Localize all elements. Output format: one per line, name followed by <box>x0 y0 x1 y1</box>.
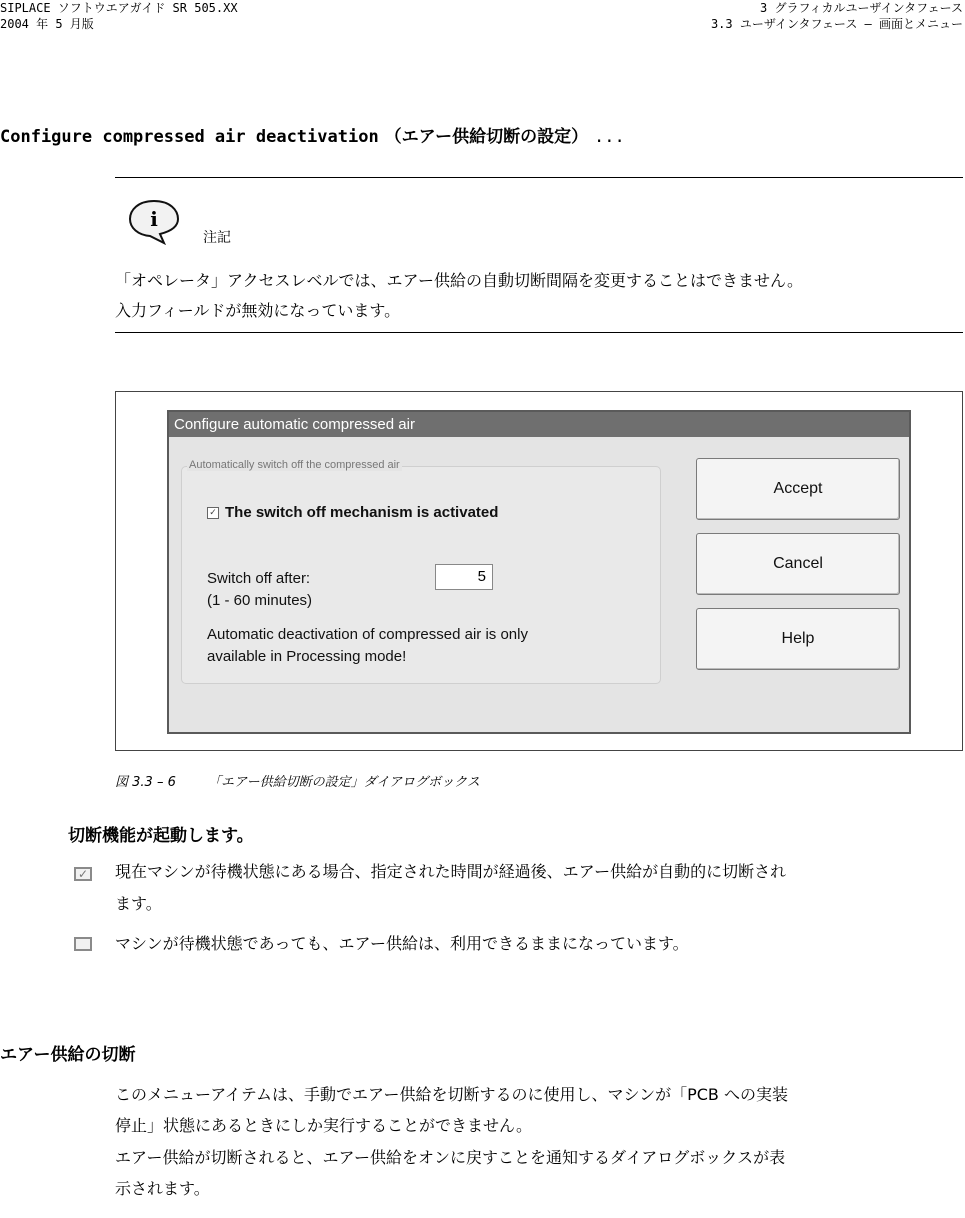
figure-caption-text: 「エアー供給切断の設定」ダイアログボックス <box>207 775 480 790</box>
section-heading-function: 切断機能が起動します。 <box>68 826 254 846</box>
cutoff-line-2: 停止」状態にあるときにしか実行することができません。 <box>115 1116 532 1135</box>
heading-english: Configure compressed air deactivation <box>0 127 379 147</box>
figure-number: 図 3.3 – 6 <box>115 775 176 790</box>
checkbox-label: The switch off mechanism is activated <box>225 504 499 521</box>
switch-off-checkbox[interactable]: ✓ <box>207 507 219 519</box>
info-line-2: available in Processing mode! <box>207 648 407 665</box>
section-heading-configure <box>0 122 625 147</box>
range-label: (1 - 60 minutes) <box>207 592 313 609</box>
unchecked-checkbox-icon <box>74 937 92 951</box>
header-section: 3.3 ユーザインタフェース – 画面とメニュー <box>710 17 963 31</box>
info-line-1: Automatic deactivation of compressed air is only <box>207 626 528 643</box>
section-heading-air-cutoff: エアー供給の切断 <box>0 1045 136 1065</box>
info-icon <box>124 197 184 245</box>
switch-off-label: Switch off after: <box>207 570 311 587</box>
cutoff-line-3: エアー供給が切断されると、エアー供給をオンに戻すことを通知するダイアログボックスが表 <box>115 1148 786 1167</box>
cutoff-line-4: 示されます。 <box>115 1179 210 1198</box>
configure-air-dialog <box>167 410 911 734</box>
svg-text:i: i <box>150 207 158 231</box>
header-doc-title: SIPLACE ソフトウエアガイド SR 505.XX <box>0 1 238 15</box>
header-right <box>711 0 963 32</box>
unchecked-desc: マシンが待機状態であっても、エアー供給は、利用できるままになっています。 <box>115 934 689 953</box>
heading-ellipsis: ... <box>594 127 625 147</box>
header-chapter: 3 グラフィカルユーザインタフェース <box>760 1 963 15</box>
header-left <box>0 0 238 32</box>
note-line-1: 「オペレータ」アクセスレベルでは、エアー供給の自動切断間隔を変更することはできません。 <box>115 271 804 290</box>
dialog-title-bar: Configure automatic compressed air <box>169 412 909 437</box>
minutes-input[interactable]: 5 <box>435 564 493 590</box>
help-button[interactable]: Help <box>696 608 900 670</box>
heading-japanese: （エアー供給切断の設定） <box>384 127 589 147</box>
header-doc-date: 2004 年 5 月版 <box>0 17 94 31</box>
note-bottom-rule <box>115 332 963 333</box>
checked-desc-line-2: ます。 <box>115 894 162 913</box>
figure-caption <box>115 771 480 790</box>
cutoff-line-1: このメニューアイテムは、手動でエアー供給を切断するのに使用し、マシンが「PCB への実装 <box>115 1085 788 1104</box>
cancel-button[interactable]: Cancel <box>696 533 900 595</box>
note-line-2: 入力フィールドが無効になっています。 <box>115 301 401 320</box>
checked-desc-line-1: 現在マシンが待機状態にある場合、指定された時間が経過後、エアー供給が自動的に切断され <box>115 862 787 881</box>
note-label: 注記 <box>203 230 231 246</box>
note-top-rule <box>115 177 963 178</box>
group-label: Automatically switch off the compressed air <box>189 459 400 471</box>
accept-button[interactable]: Accept <box>696 458 900 520</box>
checked-checkbox-icon: ✓ <box>74 867 92 881</box>
